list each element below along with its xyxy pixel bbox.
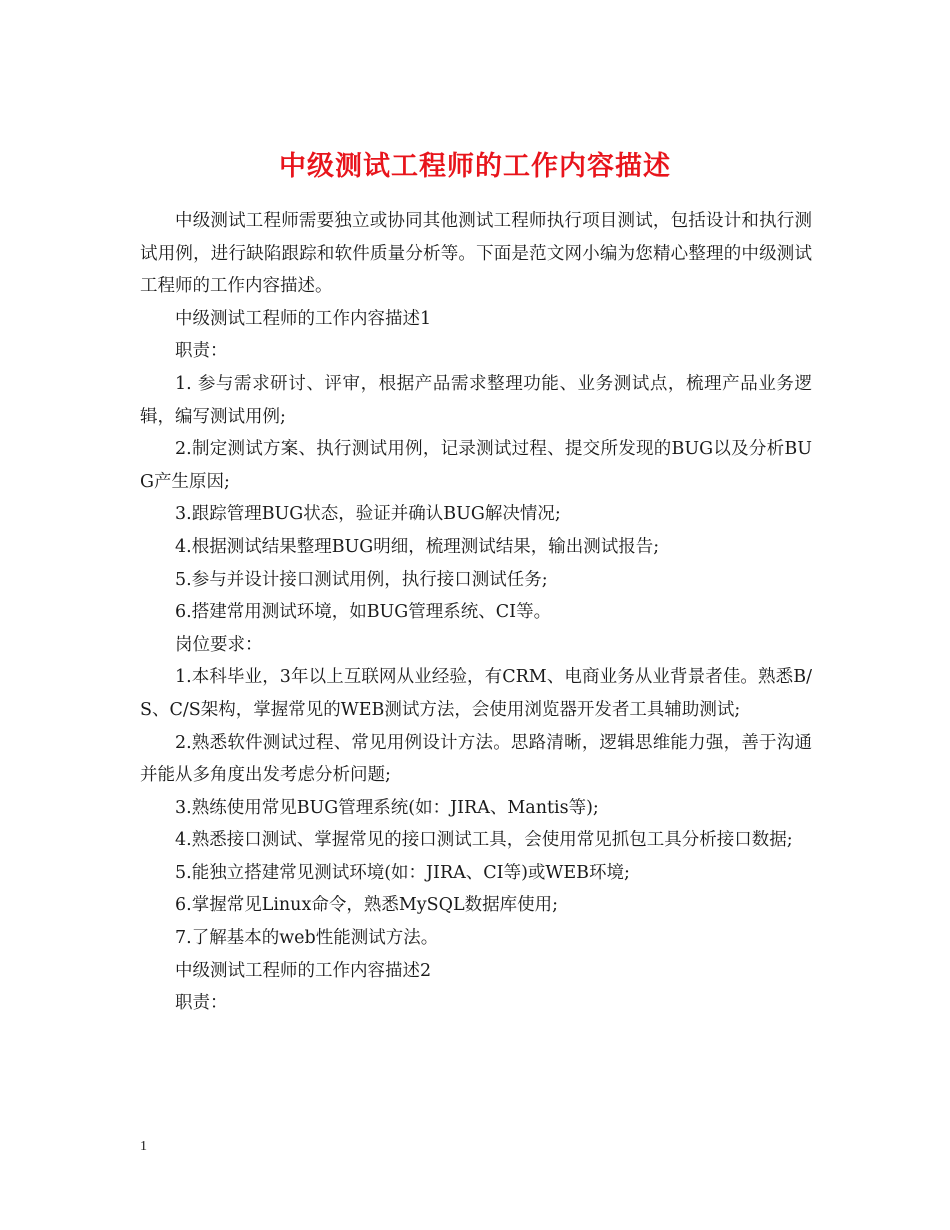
duties-label-2: 职责： [175, 993, 228, 1014]
requirement-item-3: 3.熟练使用常见BUG管理系统(如：JIRA、Mantis等); [175, 797, 599, 818]
requirement-item-7: 7.了解基本的web性能测试方法。 [175, 928, 439, 949]
duty-item-5: 5.参与并设计接口测试用例，执行接口测试任务; [175, 569, 548, 590]
duty-item-1: 1. 参与需求研讨、评审，根据产品需求整理功能、业务测试点，梳理产品业务逻辑，编写测试用例; [140, 373, 812, 427]
requirement-item-2: 2.熟悉软件测试过程、常见用例设计方法。思路清晰，逻辑思维能力强，善于沟通并能从多角度出发考虑分析问题; [140, 732, 812, 786]
document-body [140, 205, 812, 1020]
duty-item-3: 3.跟踪管理BUG状态，验证并确认BUG解决情况; [175, 504, 561, 525]
section-heading-1: 中级测试工程师的工作内容描述1 [175, 308, 432, 329]
duty-item-6: 6.搭建常用测试环境，如BUG管理系统、CI等。 [175, 602, 552, 623]
requirement-item-1: 1.本科毕业，3年以上互联网从业经验，有CRM、电商业务从业背景者佳。熟悉B/S、C/S架构，掌握常见的WEB测试方法，会使用浏览器开发者工具辅助测试; [140, 667, 812, 720]
document-title: 中级测试工程师的工作内容描述 [279, 151, 671, 183]
requirement-item-4: 4.熟悉接口测试、掌握常见的接口测试工具，会使用常见抓包工具分析接口数据; [175, 830, 793, 851]
requirement-item-6: 6.掌握常见Linux命令，熟悉MySQL数据库使用; [175, 895, 558, 916]
requirements-label: 岗位要求： [175, 634, 263, 655]
requirement-item-5: 5.能独立搭建常见测试环境(如：JIRA、CI等)或WEB环境; [175, 862, 630, 883]
page-number: 1 [140, 1139, 147, 1154]
duties-label-1: 职责： [175, 341, 228, 362]
intro-paragraph: 中级测试工程师需要独立或协同其他测试工程师执行项目测试，包括设计和执行测试用例，进行缺陷跟踪和软件质量分析等。下面是范文网小编为您精心整理的中级测试工程师的工作内容描述。 [140, 211, 812, 297]
duty-item-2: 2.制定测试方案、执行测试用例，记录测试过程、提交所发现的BUG以及分析BUG产生原因; [140, 439, 812, 492]
duty-item-4: 4.根据测试结果整理BUG明细，梳理测试结果，输出测试报告; [175, 536, 660, 557]
section-heading-2: 中级测试工程师的工作内容描述2 [175, 960, 432, 981]
